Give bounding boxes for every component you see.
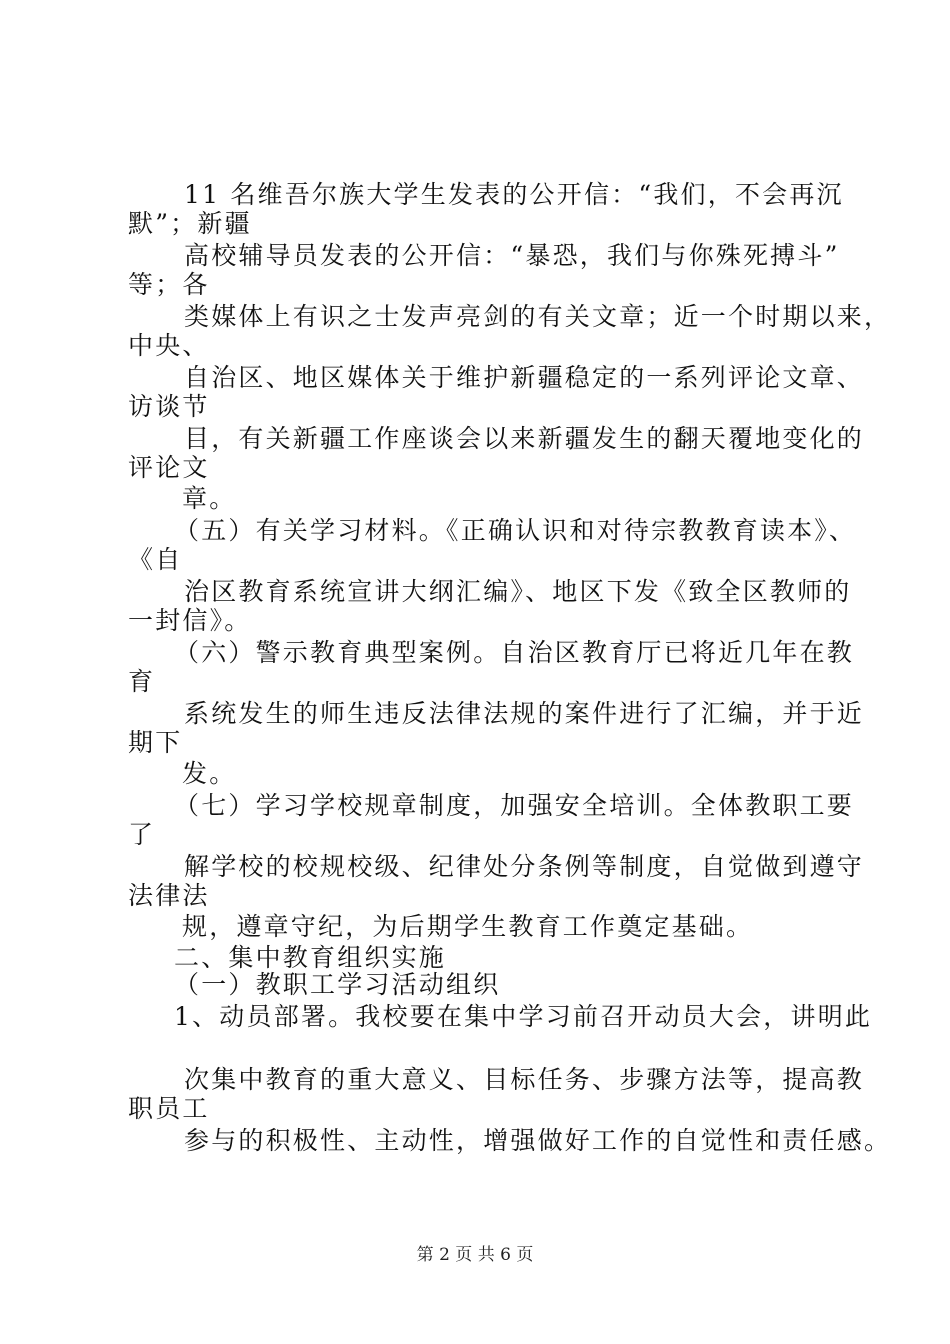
text-line: 发。 bbox=[182, 759, 237, 788]
text-line: 章。 bbox=[182, 484, 237, 513]
text-line: 中央、 bbox=[128, 331, 210, 360]
section-heading: 二、集中教育组织实施 bbox=[174, 943, 447, 972]
text-line: 一封信》。 bbox=[128, 606, 252, 635]
text-line: 高校辅导员发表的公开信：“暴恐，我们与你殊死搏斗” bbox=[184, 241, 840, 270]
text-line: 等；各 bbox=[128, 270, 210, 299]
text-line: 评论文 bbox=[128, 453, 210, 482]
text-line: 访谈节 bbox=[128, 392, 210, 421]
text-line: 解学校的校规校级、纪律处分条例等制度，自觉做到遵守 bbox=[184, 852, 865, 881]
text-line: 目，有关新疆工作座谈会以来新疆发生的翻天覆地变化的 bbox=[184, 424, 865, 453]
text-line: 治区教育系统宣讲大纲汇编》、地区下发《致全区教师的 bbox=[184, 577, 852, 606]
text-line: （五）有关学习材料。《正确认识和对待宗教教育读本》、 bbox=[174, 516, 857, 545]
text-line: 次集中教育的重大意义、目标任务、步骤方法等，提高教 bbox=[184, 1065, 865, 1094]
text-line: 期下 bbox=[128, 728, 183, 757]
text-line: （六）警示教育典型案例。自治区教育厅已将近几年在教 bbox=[174, 638, 855, 667]
text-line: 11 名维吾尔族大学生发表的公开信：“我们，不会再沉 bbox=[184, 180, 844, 209]
text-line: 育 bbox=[128, 667, 156, 696]
text-line: 了 bbox=[128, 820, 156, 849]
text-line: 规，遵章守纪，为后期学生教育工作奠定基础。 bbox=[182, 912, 754, 941]
page-number-footer: 第 2 页 共 6 页 bbox=[416, 1245, 534, 1265]
text-line: 《自 bbox=[128, 545, 183, 574]
text-line: 职员工 bbox=[128, 1094, 210, 1123]
text-line: 法律法 bbox=[128, 881, 210, 910]
subsection-heading: （一）教职工学习活动组织 bbox=[174, 970, 501, 999]
text-line: （七）学习学校规章制度，加强安全培训。全体教职工要 bbox=[174, 791, 855, 820]
text-line: 1、动员部署。我校要在集中学习前召开动员大会，讲明此 bbox=[174, 1002, 873, 1031]
text-line: 自治区、地区媒体关于维护新疆稳定的一系列评论文章、 bbox=[184, 363, 865, 392]
text-line: 系统发生的师生违反法律法规的案件进行了汇编，并于近 bbox=[184, 699, 865, 728]
text-line: 类媒体上有识之士发声亮剑的有关文章；近一个时期以来， bbox=[184, 302, 892, 331]
text-line: 参与的积极性、主动性，增强做好工作的自觉性和责任感。 bbox=[184, 1126, 892, 1155]
text-line: 默”；新疆 bbox=[128, 209, 252, 238]
